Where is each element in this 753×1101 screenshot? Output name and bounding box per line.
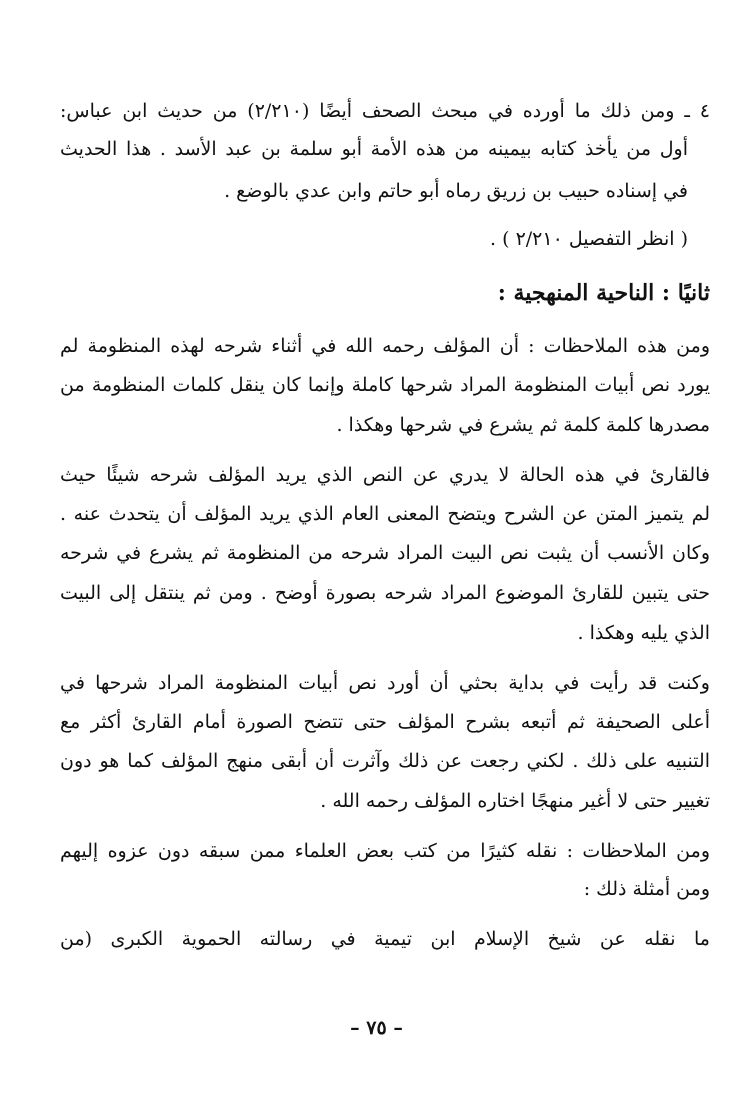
page-number: – ٧٥ – [350,1017,403,1039]
text-line: ( انظر التفصيل ٢/٢١٠ ) . [490,228,688,250]
text-line: فالقارئ في هذه الحالة لا يدري عن النص الذي يريد المؤلف شرحه شيئًا حيث [60,464,710,486]
text-line: الذي يليه وهكذا . [577,622,710,644]
text-line: التنبيه على ذلك . لكني رجعت عن ذلك وآثرت أن أبقى منهج المؤلف كما هو دون [60,750,710,772]
section-heading: ثانيًا : الناحية المنهجية : [497,280,710,306]
text-line: ومن أمثلة ذلك : [583,878,710,900]
text-line: لم يتميز المتن عن الشرح ويتضح المعنى العام الذي يريد المؤلف أن يتحدث عنه . [60,503,710,525]
text-line: يورد نص أبيات المنظومة المراد شرحها كاملة وإنما كان ينقل كلمات المنظومة من [60,374,710,396]
text-line: وكان الأنسب أن يثبت نص البيت المراد شرحه من المنظومة ثم يشرع في شرحه [60,542,710,564]
text-line: ٤ ـ ومن ذلك ما أورده في مبحث الصحف أيضًا (٢/٢١٠) من حديث ابن عباس: [60,100,711,122]
text-line: وكنت قد رأيت في بداية بحثي أن أورد نص أبيات المنظومة المراد شرحها في [60,672,710,694]
text-line: ومن هذه الملاحظات : أن المؤلف رحمه الله في أثناء شرحه لهذه المنظومة لم [60,335,710,357]
text-line: أعلى الصحيفة ثم أتبعه بشرح المؤلف حتى تتضح الصورة أمام القارئ أكثر مع [60,711,710,733]
text-line: ومن الملاحظات : نقله كثيرًا من كتب بعض العلماء ممن سبقه دون عزوه إليهم [60,840,710,862]
text-line: مصدرها كلمة كلمة ثم يشرع في شرحها وهكذا . [336,414,710,436]
text-line: حتى يتبين للقارئ الموضوع المراد شرحه بصورة أوضح . ومن ثم ينتقل إلى البيت [60,582,710,604]
text-line: تغيير حتى لا أغير منهجًا اختاره المؤلف رحمه الله . [320,790,710,812]
text-line: في إسناده حبيب بن زريق رماه أبو حاتم وابن عدي بالوضع . [224,180,688,202]
text-line: ما نقله عن شيخ الإسلام ابن تيمية في رسالته الحموية الكبرى (من [60,928,710,950]
text-line: أول من يأخذ كتابه بيمينه من هذه الأمة أبو سلمة بن عبد الأسد . هذا الحديث [60,138,688,160]
